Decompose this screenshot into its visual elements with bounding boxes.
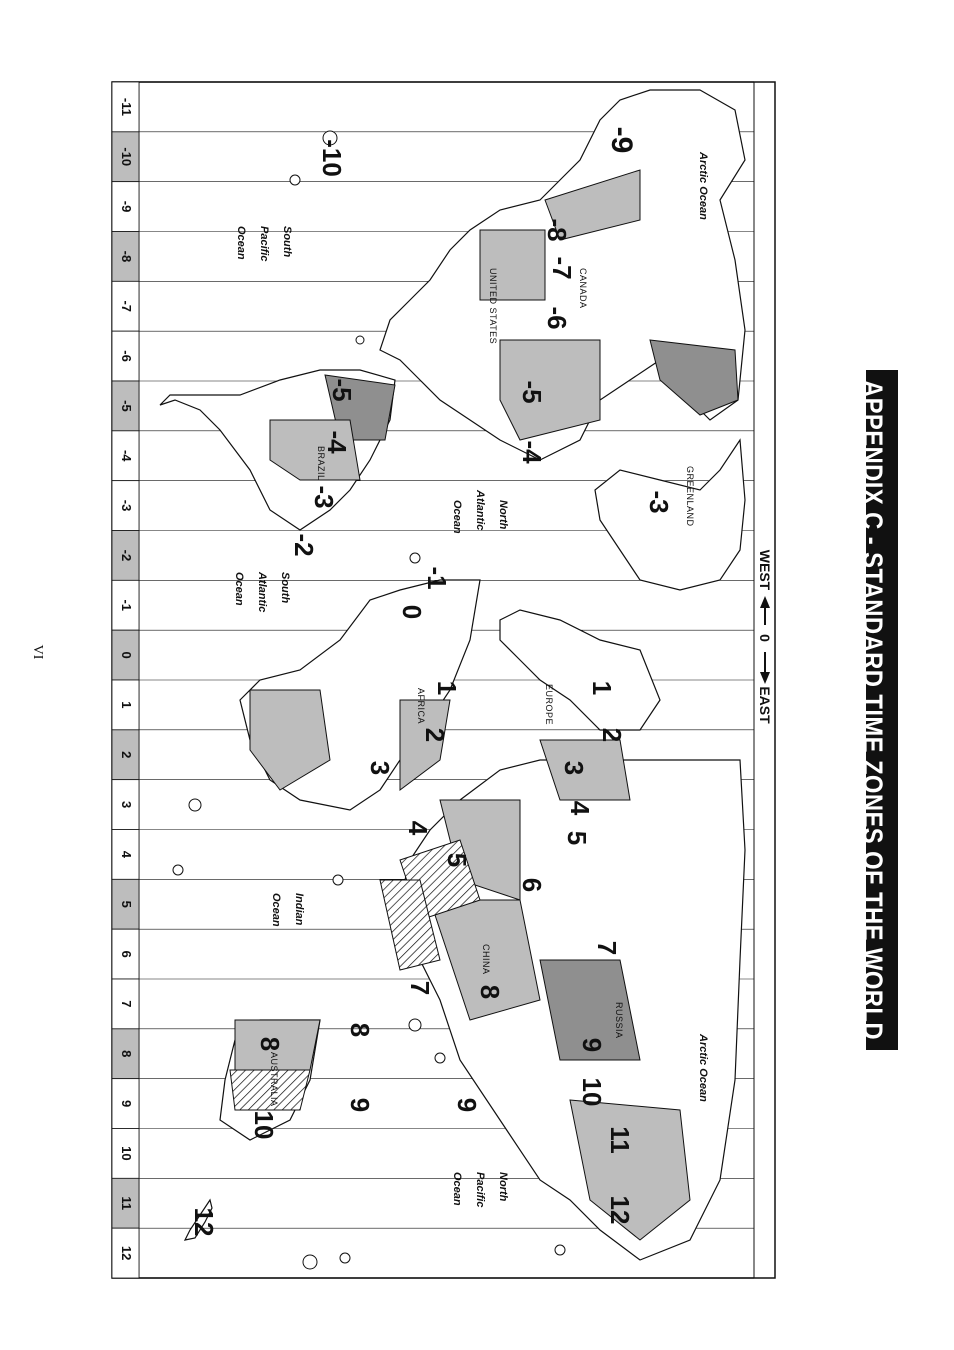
place-africa: AFRICA <box>416 688 426 725</box>
zone-label: 1 <box>432 680 463 696</box>
place-australia: AUSTRALIA <box>269 1052 279 1107</box>
svg-text:Ocean: Ocean <box>451 500 463 534</box>
place-brazil: BRAZIL <box>316 446 326 481</box>
island <box>333 875 343 885</box>
strip-label: 1 <box>119 701 135 709</box>
zone-label: 7 <box>592 940 623 956</box>
strip-label: -2 <box>119 549 135 562</box>
strip-label: 3 <box>119 800 135 809</box>
island <box>303 1255 317 1269</box>
place-greenland: GREENLAND <box>685 466 695 527</box>
ocean-arctic-west: Arctic Ocean <box>697 152 709 220</box>
svg-text:Ocean: Ocean <box>235 226 247 260</box>
zero-label: 0 <box>757 634 773 642</box>
svg-text:Ocean: Ocean <box>270 893 282 927</box>
zone-label: 9 <box>577 1037 608 1053</box>
island <box>555 1245 565 1255</box>
island <box>173 865 183 875</box>
strip-label: 10 <box>119 1146 135 1161</box>
strip-label: 9 <box>119 1099 135 1108</box>
strip-label: -6 <box>119 350 135 362</box>
place-russia: RUSSIA <box>614 1002 624 1039</box>
zone-label: 11 <box>605 1126 636 1154</box>
zone-label: 8 <box>255 1036 286 1052</box>
strip-label: -8 <box>119 250 135 263</box>
zone-label: 12 <box>605 1195 636 1225</box>
zone-label: -3 <box>309 485 340 509</box>
strip-label: -3 <box>119 499 135 512</box>
strip-label: -4 <box>119 449 135 462</box>
direction-header <box>757 550 773 724</box>
strip-label: -11 <box>119 97 135 116</box>
strip-label: 0 <box>119 651 135 659</box>
zone-label: 6 <box>517 877 548 893</box>
place-europe: EUROPE <box>544 684 554 726</box>
zone-label: -5 <box>327 378 358 402</box>
zone-label: -1 <box>422 566 453 590</box>
zone-label: 1 <box>587 680 618 696</box>
zone-label: -9 <box>605 126 639 154</box>
page-title: APPENDIX C - STANDARD TIME ZONES OF THE WORLD <box>857 380 889 1157</box>
zone-label: 2 <box>597 727 628 743</box>
svg-text:Ocean: Ocean <box>451 1172 463 1206</box>
strip-label: -1 <box>119 599 135 612</box>
zone-label: 5 <box>562 830 593 846</box>
ocean-arctic-east: Arctic Ocean <box>697 1034 709 1102</box>
east-label: EAST <box>757 686 773 724</box>
svg-text:Atlantic: Atlantic <box>256 572 268 613</box>
island <box>356 336 364 344</box>
strip-label: 4 <box>119 850 135 859</box>
zone-label: 0 <box>397 604 428 620</box>
strip-label: 12 <box>119 1245 135 1261</box>
zone-label: 9 <box>452 1097 483 1113</box>
island <box>189 799 201 811</box>
zone-label: 2 <box>420 727 451 743</box>
island <box>290 175 300 185</box>
island <box>409 1019 421 1031</box>
place-canada: CANADA <box>578 268 588 309</box>
strip-label: -5 <box>119 400 135 412</box>
zone-label: -4 <box>517 440 548 464</box>
place-united-states: UNITED STATES <box>488 268 498 345</box>
svg-text:North: North <box>497 1172 509 1202</box>
svg-text:South: South <box>279 572 291 604</box>
zone-label: 7 <box>405 980 436 996</box>
island <box>340 1253 350 1263</box>
svg-text:Pacific: Pacific <box>474 1172 486 1208</box>
zone-label: -6 <box>542 306 573 330</box>
zone-label: 3 <box>559 760 590 776</box>
zone-label: 12 <box>189 1207 220 1237</box>
ocean-south-pacific <box>235 226 293 261</box>
island <box>435 1053 445 1063</box>
svg-text:South: South <box>281 226 293 258</box>
strip-label: -10 <box>119 147 135 167</box>
strip-label: 6 <box>119 950 135 958</box>
zone-label: -3 <box>644 490 675 514</box>
svg-text:Atlantic: Atlantic <box>474 490 486 531</box>
strip-label: -9 <box>119 200 135 213</box>
zone-label: 4 <box>565 800 596 816</box>
strip-label: 11 <box>119 1196 135 1211</box>
place-china: CHINA <box>481 944 491 975</box>
west-label: WEST <box>757 549 773 591</box>
zone-label: -10 <box>317 139 348 177</box>
zone-label: 3 <box>365 760 396 776</box>
zone-label: 10 <box>249 1110 280 1140</box>
zone-label: -4 <box>322 430 353 454</box>
strip-label: -7 <box>119 300 135 313</box>
svg-text:North: North <box>497 500 509 530</box>
strip-label: 2 <box>119 751 135 759</box>
zone-label: -8 <box>542 218 573 242</box>
island <box>410 553 420 563</box>
strip-label: 7 <box>119 1000 135 1008</box>
page-number: VI <box>30 644 45 660</box>
svg-text:Indian: Indian <box>293 893 305 926</box>
zone-label: 4 <box>403 820 434 836</box>
zone-label: -7 <box>547 256 578 280</box>
zone-label: 9 <box>345 1097 376 1113</box>
zone-label: 8 <box>345 1022 376 1038</box>
zone-label: 5 <box>442 852 473 868</box>
zone-label: -5 <box>517 380 548 404</box>
zone-label: -2 <box>289 533 320 557</box>
strip-label: 5 <box>119 900 135 908</box>
strip-label: 8 <box>119 1050 135 1058</box>
svg-text:Ocean: Ocean <box>233 572 245 606</box>
svg-text:Pacific: Pacific <box>258 226 270 262</box>
zone-label: 8 <box>475 984 506 1000</box>
zone-label: 10 <box>577 1077 608 1107</box>
